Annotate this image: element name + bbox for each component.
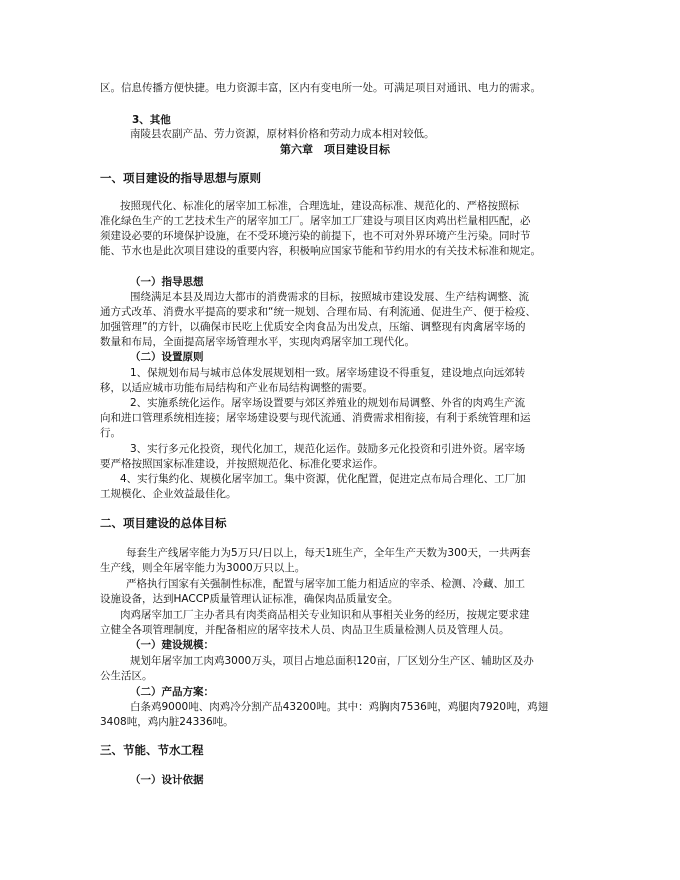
paragraph-line: 向和进口管理系统相连接；屠宰场建设要与现代流通、消费需求相衔接，有利于系统管理和运 [100, 412, 531, 424]
paragraph-line: 移，以适应城市功能布局结构和产业布局结构调整的需要。 [100, 382, 373, 394]
paragraph-line: 行。 [100, 427, 121, 439]
paragraph-line: 区。信息传播方便快捷。电力资源丰富，区内有变电所一处。可满足项目对通讯、电力的需求。 [100, 82, 541, 94]
paragraph-line: 1、保规划布局与城市总体发展规划相一致。屠宰场建设不得重复，建设地点向远郊转 [130, 367, 526, 379]
paragraph-line: 加强管理”的方针，以确保市民吃上优质安全肉食品为出发点，压缩、调整现有肉禽屠宰场的 [100, 321, 526, 333]
paragraph-line: 每套生产线屠宰能力为5万只/日以上，每天1班生产，全年生产天数为300天，一共两套 [126, 547, 531, 559]
subsection-guiding-idea: （一）指导思想 [130, 276, 204, 288]
section-heading-1: 一、项目建设的指导思想与原则 [100, 171, 261, 185]
paragraph-line: 立健全各项管理制度，并配备相应的屠宰技术人员、肉品卫生质量检测人员及管理人员。 [100, 624, 510, 636]
paragraph-line: 3408吨，鸡内脏24336吨。 [100, 716, 234, 728]
paragraph-line: 规划年屠宰加工肉鸡3000万头，项目占地总面积120亩，厂区划分生产区、辅助区及办 [130, 655, 534, 667]
paragraph-line: 准化绿色生产的工艺技术生产的屠宰加工厂。屠宰加工厂建设与项目区肉鸡出栏量相匹配，必 [100, 215, 531, 227]
subsection-product-plan: （二）产品方案： [130, 686, 214, 698]
paragraph-line: 围绕满足本县及周边大都市的消费需求的目标，按照城市建设发展、生产结构调整、流 [130, 291, 529, 303]
paragraph-line: 严格执行国家有关强制性标准，配置与屠宰加工能力相适应的宰杀、检测、冷藏、加工 [126, 578, 525, 590]
section-heading-2: 二、项目建设的总体目标 [100, 516, 227, 530]
paragraph-line: 公生活区。 [100, 670, 153, 682]
paragraph-line: 设施设备，达到HACCP质量管理认证标准，确保肉品质量安全。 [100, 593, 399, 605]
paragraph-line: 数量和布局，全面提高屠宰场管理水平，实现肉鸡屠宰加工现代化。 [100, 336, 415, 348]
paragraph-line: 南陵县农副产品、劳力资源，原材料价格和劳动力成本相对较低。 [130, 128, 435, 140]
paragraph-line: 白条鸡9000吨、肉鸡冷分割产品43200吨。其中：鸡胸肉7536吨，鸡腿肉7920吨，鸡翅 [130, 701, 549, 713]
paragraph-line: 须建设必要的环境保护设施，在不受环境污染的前提下，也不可对外界环境产生污染。同时节 [100, 230, 531, 242]
chapter-title: 第六章 项目建设目标 [280, 143, 390, 156]
paragraph-line: 2、实施系统化运作。屠宰场设置要与郊区养殖业的规划布局调整、外省的肉鸡生产流 [130, 397, 526, 409]
paragraph-line: 4、实行集约化、规模化屠宰加工。集中资源，优化配置，促进定点布局合理化、工厂加 [120, 473, 526, 485]
subsection-principles: （二）设置原则 [130, 351, 204, 363]
section-heading-3: 三、节能、节水工程 [100, 743, 204, 757]
paragraph-line: 按照现代化、标准化的屠宰加工标准，合理选址，建设高标准、规范化的、严格按照标 [120, 200, 519, 212]
paragraph-line: 工规模化、企业效益最佳化。 [100, 488, 237, 500]
paragraph-line: 通方式改革、消费水平提高的要求和“统一规划、合理布局、有利流通、促进生产、便于检疫、 [100, 306, 536, 318]
paragraph-line: 生产线，则全年屠宰能力为3000万只以上。 [100, 562, 306, 574]
paragraph-line: 能、节水也是此次项目建设的重要内容，积极响应国家节能和节约用水的有关技术标准和规定。 [100, 245, 541, 257]
section-heading-other: 3、其他 [132, 114, 171, 126]
subsection-scale: （一）建设规模： [130, 639, 214, 651]
subsection-design-basis: （一）设计依据 [130, 774, 204, 786]
paragraph-line: 要严格按照国家标准建设，并按照规范化、标准化要求运作。 [100, 458, 384, 470]
paragraph-line: 肉鸡屠宰加工厂主办者具有肉类商品相关专业知识和从事相关业务的经历，按规定要求建 [120, 609, 530, 621]
paragraph-line: 3、实行多元化投资，现代化加工，规范化运作。鼓励多元化投资和引进外资。屠宰场 [130, 443, 526, 455]
